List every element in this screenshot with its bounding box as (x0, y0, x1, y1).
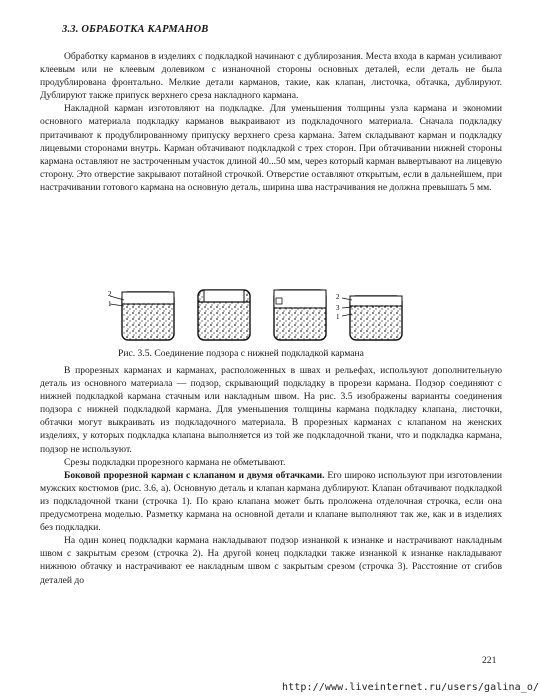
figure-3-5 (108, 282, 418, 344)
figure-label-2b: 2 (336, 293, 340, 301)
figure-label-2: 2 (108, 290, 112, 298)
paragraph-4: Срезы подкладки прорезного кармана не обметывают. (64, 456, 286, 468)
figure-panel-c (274, 290, 326, 340)
subsection-title: Боковой прорезной карман с клапаном и двумя обтачками. (64, 469, 325, 481)
section-heading: 3.3. ОБРАБОТКА КАРМАНОВ (62, 24, 209, 35)
paragraph-1: Обработку карманов в изделиях с подкладкой начинают с дублирозания. Места входа в карман усиливают клеевым или не клеевым долевиком с изнаночной стороны основных деталей, если деталь не была продублирована фронтально. Мелкие детали карманов, такие, как клапан, листочка, обтачка, дублируют. Дублируют также припуск верхнего среза накладного кармана. (40, 51, 502, 102)
figure-label-1: 1 (108, 300, 112, 308)
figure-panel-b (198, 290, 250, 340)
figure-label-1b: 1 (336, 313, 340, 321)
paragraph-2: Накладной карман изготовляют на подкладке. Для уменьшения толщины узла кармана и экономии основного материала подкладку карманов выкраивают из подкладочного материала. Сначала подкладку притачивают к продублированному припуску верхнего среза кармана. Затем складывают карман и подкладку лицевыми сторонами внутрь. Карман обтачивают подкладкой с трех сторон. При обтачивании нижней стороны кармана оставляют не застроченным участок длиной 40...50 мм, через который карман вывертывают на лицевую сторону. Это отверстие закрывают потайной строчкой. Отверстие оставляют открытым, если в дальнейшем, при настрачивании готового кармана на основную деталь, ширина шва настрачивания не должна превышать 5 мм. (40, 103, 502, 193)
paragraph-6: На один конец подкладки кармана накладывают подзор изнанкой к изнанке и настрачивают накладным швом с закрытым срезом (строчка 2). На другой конец подкладки также изнанкой к изнанке накладывают нижнюю обтачку и настрачивают ее накладным швом с закрытым срезом (строчка 3). Расстояние от сгибов деталей до (40, 535, 502, 586)
figure-panel-d (336, 293, 402, 340)
watermark-url: http://www.liveinternet.ru/users/galina_o/ (282, 682, 540, 693)
page-number: 221 (482, 655, 497, 666)
paragraph-3: В прорезных карманах и карманах, расположенных в швах и рельефах, используют дополнительную деталь из основного материала — подзор, скрывающий подкладку в прорези кармана. Подзор соединяют с нижней подкладкой кармана стачным или накладным швом. На рис. 3.5 изображены варианты соединения подзора с нижней подкладкой кармана. Для уменьшения толщины кармана подкладку клапана, листочки, обтачки могут выкраивать из подкладочного материала. В прорезных карманах с клапаном на женских изделиях, у которых подкладка клапана выполняется из той же подкладочной ткани, что и подкладка кармана, подзор не используют. (40, 365, 502, 455)
figure-caption: Рис. 3.5. Соединение подзора с нижней подкладкой кармана (118, 348, 364, 359)
paragraph-5-body: Его широко используют при изготовлении мужских костюмов (рис. 3.6, а). Основную деталь и клапан кармана дублируют. Клапан обтачивают подкладкой из подкладочной ткани (строчка 1). По краю клапана может быть проложена отделочная строчка, если она предусмотрена моделью. Разметку кармана на основной детали и клапане выполняют так же, как и в изделиях без подкладки. (40, 469, 503, 534)
paragraph-5 (40, 469, 502, 534)
text-block-bottom (40, 364, 502, 587)
text-block-top (40, 50, 502, 194)
figure-label-3: 3 (336, 304, 340, 312)
figure-panel-a (108, 290, 174, 340)
